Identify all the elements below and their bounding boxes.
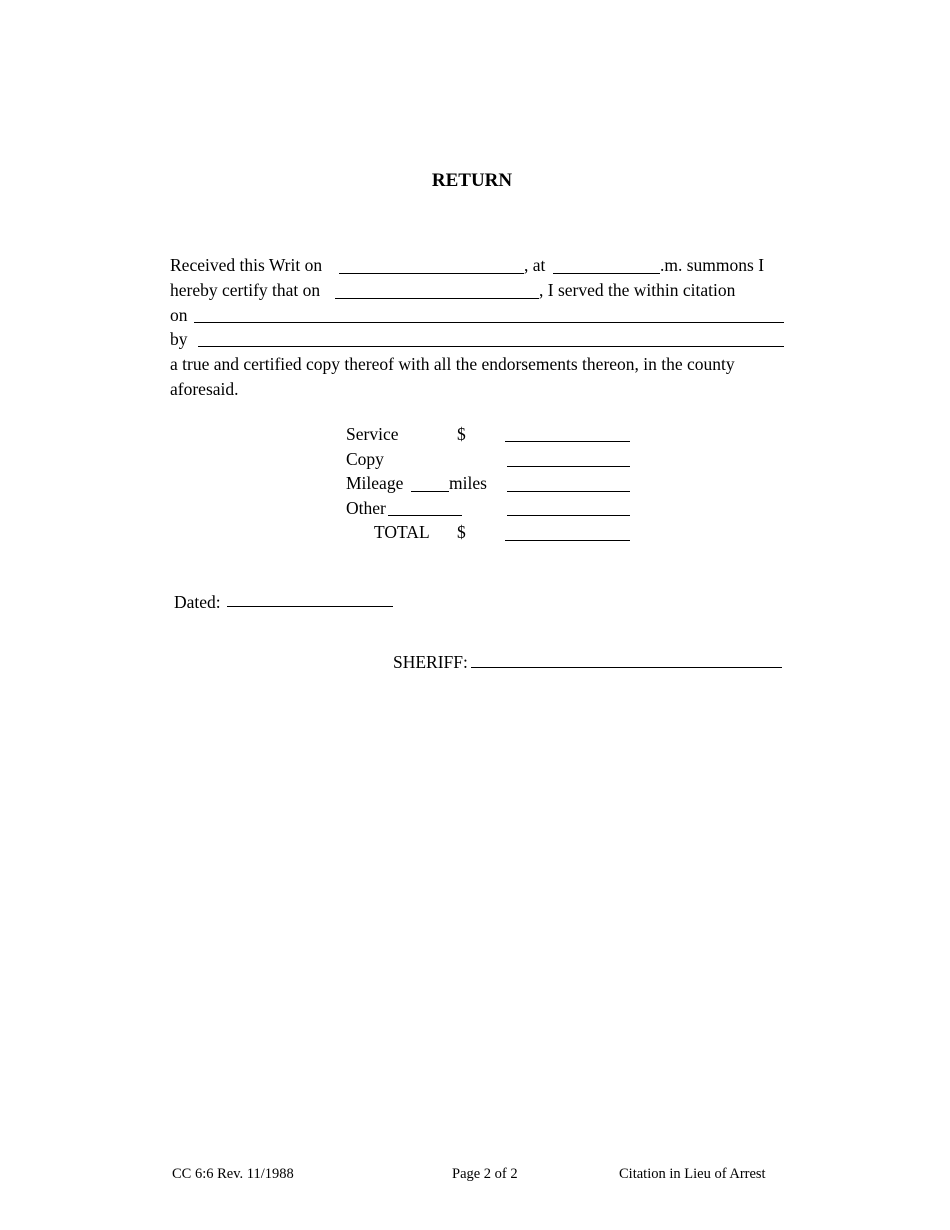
service-label: Service: [346, 424, 399, 444]
total-currency-symbol: $: [457, 522, 466, 542]
served-label: , I served the within citation: [539, 280, 736, 300]
served-on-field[interactable]: [194, 322, 784, 323]
dated-field[interactable]: [227, 606, 393, 607]
paragraph-text-end: aforesaid.: [170, 379, 239, 399]
currency-symbol: $: [457, 424, 466, 444]
miles-label: miles: [449, 473, 487, 493]
at-label: , at: [524, 255, 546, 275]
summons-label: .m. summons I: [660, 255, 765, 275]
other-fee-field[interactable]: [507, 515, 630, 516]
received-date-field[interactable]: [339, 273, 524, 274]
other-label: Other: [346, 498, 386, 518]
certify-label: hereby certify that on: [170, 280, 321, 300]
total-fee-field[interactable]: [505, 540, 630, 541]
served-by-field[interactable]: [198, 346, 784, 347]
footer-page-number: Page 2 of 2: [452, 1166, 518, 1182]
sheriff-label: SHERIFF:: [393, 652, 468, 672]
other-description-field[interactable]: [388, 515, 462, 516]
mileage-label: Mileage: [346, 473, 404, 493]
copy-label: Copy: [346, 449, 384, 469]
received-time-field[interactable]: [553, 273, 660, 274]
page-title: RETURN: [431, 170, 513, 191]
copy-fee-field[interactable]: [507, 466, 630, 467]
footer-form-title: Citation in Lieu of Arrest: [619, 1166, 766, 1182]
by-label: by: [170, 329, 188, 349]
on-label: on: [170, 305, 188, 325]
footer-form-number: CC 6:6 Rev. 11/1988: [172, 1166, 294, 1182]
received-label: Received this Writ on: [170, 255, 323, 275]
paragraph-text: a true and certified copy thereof with all the endorsements thereon, in the county: [170, 354, 735, 374]
dated-label: Dated:: [174, 592, 221, 612]
miles-count-field[interactable]: [411, 491, 449, 492]
mileage-fee-field[interactable]: [507, 491, 630, 492]
sheriff-signature-field[interactable]: [471, 667, 782, 668]
total-label: TOTAL: [374, 522, 430, 542]
service-fee-field[interactable]: [505, 441, 630, 442]
served-date-field[interactable]: [335, 298, 539, 299]
